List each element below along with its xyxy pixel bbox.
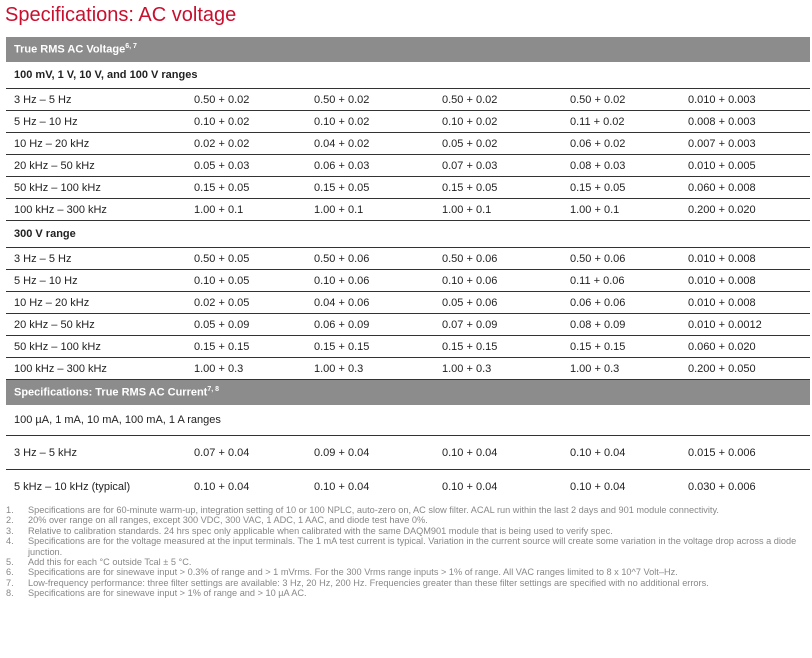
accuracy-cell: 0.200 + 0.050 <box>680 358 810 380</box>
frequency-cell: 3 Hz – 5 Hz <box>6 89 186 111</box>
table-row <box>6 314 810 336</box>
accuracy-cell: 0.07 + 0.09 <box>434 314 562 336</box>
accuracy-cell: 0.010 + 0.008 <box>680 270 810 292</box>
accuracy-cell: 0.11 + 0.02 <box>562 111 680 133</box>
frequency-cell: 3 Hz – 5 kHz <box>6 436 186 470</box>
accuracy-cell: 0.010 + 0.008 <box>680 248 810 270</box>
accuracy-cell: 1.00 + 0.1 <box>306 199 434 221</box>
accuracy-cell: 0.05 + 0.09 <box>186 314 306 336</box>
current-section-header <box>6 380 810 406</box>
accuracy-cell: 0.50 + 0.02 <box>186 89 306 111</box>
table-row <box>6 292 810 314</box>
footnote-text: Specifications are for 60-minute warm-up, integration setting of 10 or 100 NPLC, auto-zero on, AC slow filter. ACAL run within the last 2 days and 901 module connectivity. <box>28 505 719 515</box>
accuracy-cell: 0.15 + 0.05 <box>186 177 306 199</box>
footnote-item <box>6 588 806 598</box>
accuracy-cell: 0.06 + 0.06 <box>562 292 680 314</box>
accuracy-cell: 0.10 + 0.04 <box>562 436 680 470</box>
footnote-item <box>6 557 806 567</box>
accuracy-cell: 0.04 + 0.02 <box>306 133 434 155</box>
table-row <box>6 358 810 380</box>
accuracy-cell: 0.10 + 0.02 <box>434 111 562 133</box>
accuracy-cell: 1.00 + 0.1 <box>434 199 562 221</box>
table-row <box>6 436 810 470</box>
footnote-number: 1. <box>6 505 14 515</box>
accuracy-cell: 0.15 + 0.05 <box>306 177 434 199</box>
footnote-number: 2. <box>6 515 14 526</box>
footnote-text: Specifications are for sinewave input > 1% of range and > 10 µA AC. <box>28 588 307 599</box>
accuracy-cell: 0.50 + 0.02 <box>434 89 562 111</box>
frequency-cell: 100 kHz – 300 kHz <box>6 358 186 380</box>
accuracy-cell: 0.15 + 0.05 <box>562 177 680 199</box>
accuracy-cell: 0.010 + 0.008 <box>680 292 810 314</box>
table-row <box>6 155 810 177</box>
footnote-text: Low-frequency performance: three filter settings are available: 3 Hz, 20 Hz, 200 Hz. Frequencies greater than these filter settings are specified with no additional errors. <box>28 577 709 588</box>
footnotes-list <box>6 505 806 599</box>
accuracy-cell: 0.15 + 0.15 <box>306 336 434 358</box>
footnote-number: 7. <box>6 577 14 588</box>
current-range-header <box>6 405 810 436</box>
footnote-item <box>6 526 806 536</box>
footnote-text: 20% over range on all ranges, except 300 VDC, 300 VAC, 1 ADC, 1 AAC, and diode test have 0%. <box>28 515 428 526</box>
range-group-header <box>6 221 810 248</box>
frequency-cell: 20 kHz – 50 kHz <box>6 155 186 177</box>
accuracy-cell: 1.00 + 0.3 <box>434 358 562 380</box>
accuracy-cell: 0.10 + 0.04 <box>570 480 626 493</box>
frequency-cell: 5 kHz – 10 kHz (typical) <box>14 480 131 493</box>
footnote-number: 4. <box>6 536 14 547</box>
footnote-item <box>6 567 806 577</box>
accuracy-cell: 0.50 + 0.02 <box>562 89 680 111</box>
frequency-cell: 50 kHz – 100 kHz <box>6 336 186 358</box>
table-row <box>6 270 810 292</box>
accuracy-cell: 0.200 + 0.020 <box>680 199 810 221</box>
accuracy-cell: 1.00 + 0.3 <box>562 358 680 380</box>
accuracy-cell: 0.007 + 0.003 <box>680 133 810 155</box>
accuracy-cell: 0.50 + 0.02 <box>306 89 434 111</box>
accuracy-cell: 0.10 + 0.06 <box>306 270 434 292</box>
footnote-item <box>6 578 806 588</box>
footnote-item <box>6 515 806 525</box>
current-header-label: Specifications: True RMS AC Current <box>14 386 208 399</box>
accuracy-cell: 0.05 + 0.02 <box>434 133 562 155</box>
voltage-header-footnote: 6, 7 <box>125 43 137 51</box>
accuracy-cell: 0.50 + 0.05 <box>186 248 306 270</box>
accuracy-cell: 0.09 + 0.04 <box>306 436 434 470</box>
accuracy-cell: 0.04 + 0.06 <box>306 292 434 314</box>
spec-table-body <box>6 37 810 503</box>
footnote-number: 6. <box>6 567 14 578</box>
table-row <box>6 199 810 221</box>
footnote-text: Relative to calibration standards. 24 hrs spec only applicable when calibrated with the same DAQM901 module that is being used to verify spec. <box>28 525 613 536</box>
table-row <box>6 177 810 199</box>
table-row <box>6 111 810 133</box>
accuracy-cell: 0.15 + 0.15 <box>562 336 680 358</box>
accuracy-cell: 0.50 + 0.06 <box>434 248 562 270</box>
accuracy-cell: 0.15 + 0.05 <box>434 177 562 199</box>
group-label: 100 µA, 1 mA, 10 mA, 100 mA, 1 A ranges <box>6 405 810 436</box>
current-header-footnote: 7, 8 <box>207 386 220 394</box>
footnote-text: Specifications are for sinewave input > 0.3% of range and > 1 mVrms. For the 300 Vrms range inputs > 1% of range. All VAC ranges limited to 8 x 10^7 Volt–Hz. <box>28 567 678 578</box>
accuracy-cell: 0.50 + 0.06 <box>306 248 434 270</box>
frequency-cell: 10 Hz – 20 kHz <box>6 292 186 314</box>
accuracy-cell: 1.00 + 0.3 <box>186 358 306 380</box>
accuracy-cell: 0.06 + 0.03 <box>306 155 434 177</box>
frequency-cell: 3 Hz – 5 Hz <box>6 248 186 270</box>
accuracy-cell: 0.10 + 0.02 <box>306 111 434 133</box>
accuracy-cell: 0.008 + 0.003 <box>680 111 810 133</box>
table-row <box>6 248 810 270</box>
voltage-header-cell <box>6 37 810 62</box>
accuracy-cell: 0.10 + 0.06 <box>434 270 562 292</box>
accuracy-cell: 0.060 + 0.020 <box>680 336 810 358</box>
frequency-cell: 50 kHz – 100 kHz <box>6 177 186 199</box>
frequency-cell: 20 kHz – 50 kHz <box>6 314 186 336</box>
accuracy-cell: 0.10 + 0.05 <box>186 270 306 292</box>
accuracy-cell: 0.08 + 0.09 <box>562 314 680 336</box>
table-row <box>6 470 810 504</box>
footnote-text: Add this for each °C outside Tcal ± 5 °C. <box>28 557 192 568</box>
page-title: Specifications: AC voltage <box>5 4 237 26</box>
spec-table <box>6 37 810 503</box>
range-group-header <box>6 62 810 89</box>
accuracy-cell: 0.05 + 0.06 <box>434 292 562 314</box>
accuracy-cell: 0.060 + 0.008 <box>680 177 810 199</box>
accuracy-cell: 0.05 + 0.03 <box>186 155 306 177</box>
accuracy-cell: 0.07 + 0.03 <box>434 155 562 177</box>
accuracy-cell: 0.15 + 0.15 <box>434 336 562 358</box>
voltage-header-label: True RMS AC Voltage <box>14 43 126 56</box>
footnote-number: 8. <box>6 588 14 599</box>
accuracy-cell: 0.10 + 0.04 <box>442 480 498 493</box>
accuracy-cell: 0.06 + 0.09 <box>306 314 434 336</box>
accuracy-cell: 0.06 + 0.02 <box>562 133 680 155</box>
accuracy-cell: 0.010 + 0.0012 <box>680 314 810 336</box>
accuracy-cell: 0.11 + 0.06 <box>562 270 680 292</box>
group-label: 100 mV, 1 V, 10 V, and 100 V ranges <box>6 62 810 89</box>
accuracy-cell: 1.00 + 0.1 <box>562 199 680 221</box>
table-row <box>6 89 810 111</box>
table-row <box>6 133 810 155</box>
footnote-number: 3. <box>6 525 14 536</box>
accuracy-cell: 0.010 + 0.005 <box>680 155 810 177</box>
accuracy-cell: 0.02 + 0.02 <box>186 133 306 155</box>
accuracy-cell: 0.07 + 0.04 <box>186 436 306 470</box>
frequency-cell: 100 kHz – 300 kHz <box>6 199 186 221</box>
accuracy-cell: 1.00 + 0.1 <box>186 199 306 221</box>
group-label: 300 V range <box>6 221 810 248</box>
footnote-item <box>6 536 806 557</box>
accuracy-cell: 0.015 + 0.006 <box>680 436 810 470</box>
accuracy-cell: 1.00 + 0.3 <box>306 358 434 380</box>
frequency-cell: 5 Hz – 10 Hz <box>6 111 186 133</box>
footnote-item <box>6 505 806 515</box>
footnote-number: 5. <box>6 557 14 568</box>
table-row <box>6 336 810 358</box>
accuracy-cell: 0.50 + 0.06 <box>562 248 680 270</box>
accuracy-cell: 0.030 + 0.006 <box>688 480 756 493</box>
accuracy-cell: 0.15 + 0.15 <box>186 336 306 358</box>
accuracy-cell: 0.10 + 0.04 <box>314 480 370 493</box>
accuracy-cell: 0.02 + 0.05 <box>186 292 306 314</box>
frequency-cell: 10 Hz – 20 kHz <box>6 133 186 155</box>
accuracy-cell: 0.10 + 0.02 <box>186 111 306 133</box>
voltage-section-header <box>6 37 810 62</box>
accuracy-cell: 0.10 + 0.04 <box>194 480 250 493</box>
footnote-text: Specifications are for the voltage measured at the input terminals. The 1 mA test current is typical. Variation in the current source will create some variation in the voltage drop across a diode junction. <box>28 536 797 557</box>
current-header-cell <box>6 380 810 406</box>
accuracy-cell: 0.08 + 0.03 <box>562 155 680 177</box>
accuracy-cell: 0.10 + 0.04 <box>434 436 562 470</box>
accuracy-cell: 0.010 + 0.003 <box>680 89 810 111</box>
frequency-cell: 5 Hz – 10 Hz <box>6 270 186 292</box>
